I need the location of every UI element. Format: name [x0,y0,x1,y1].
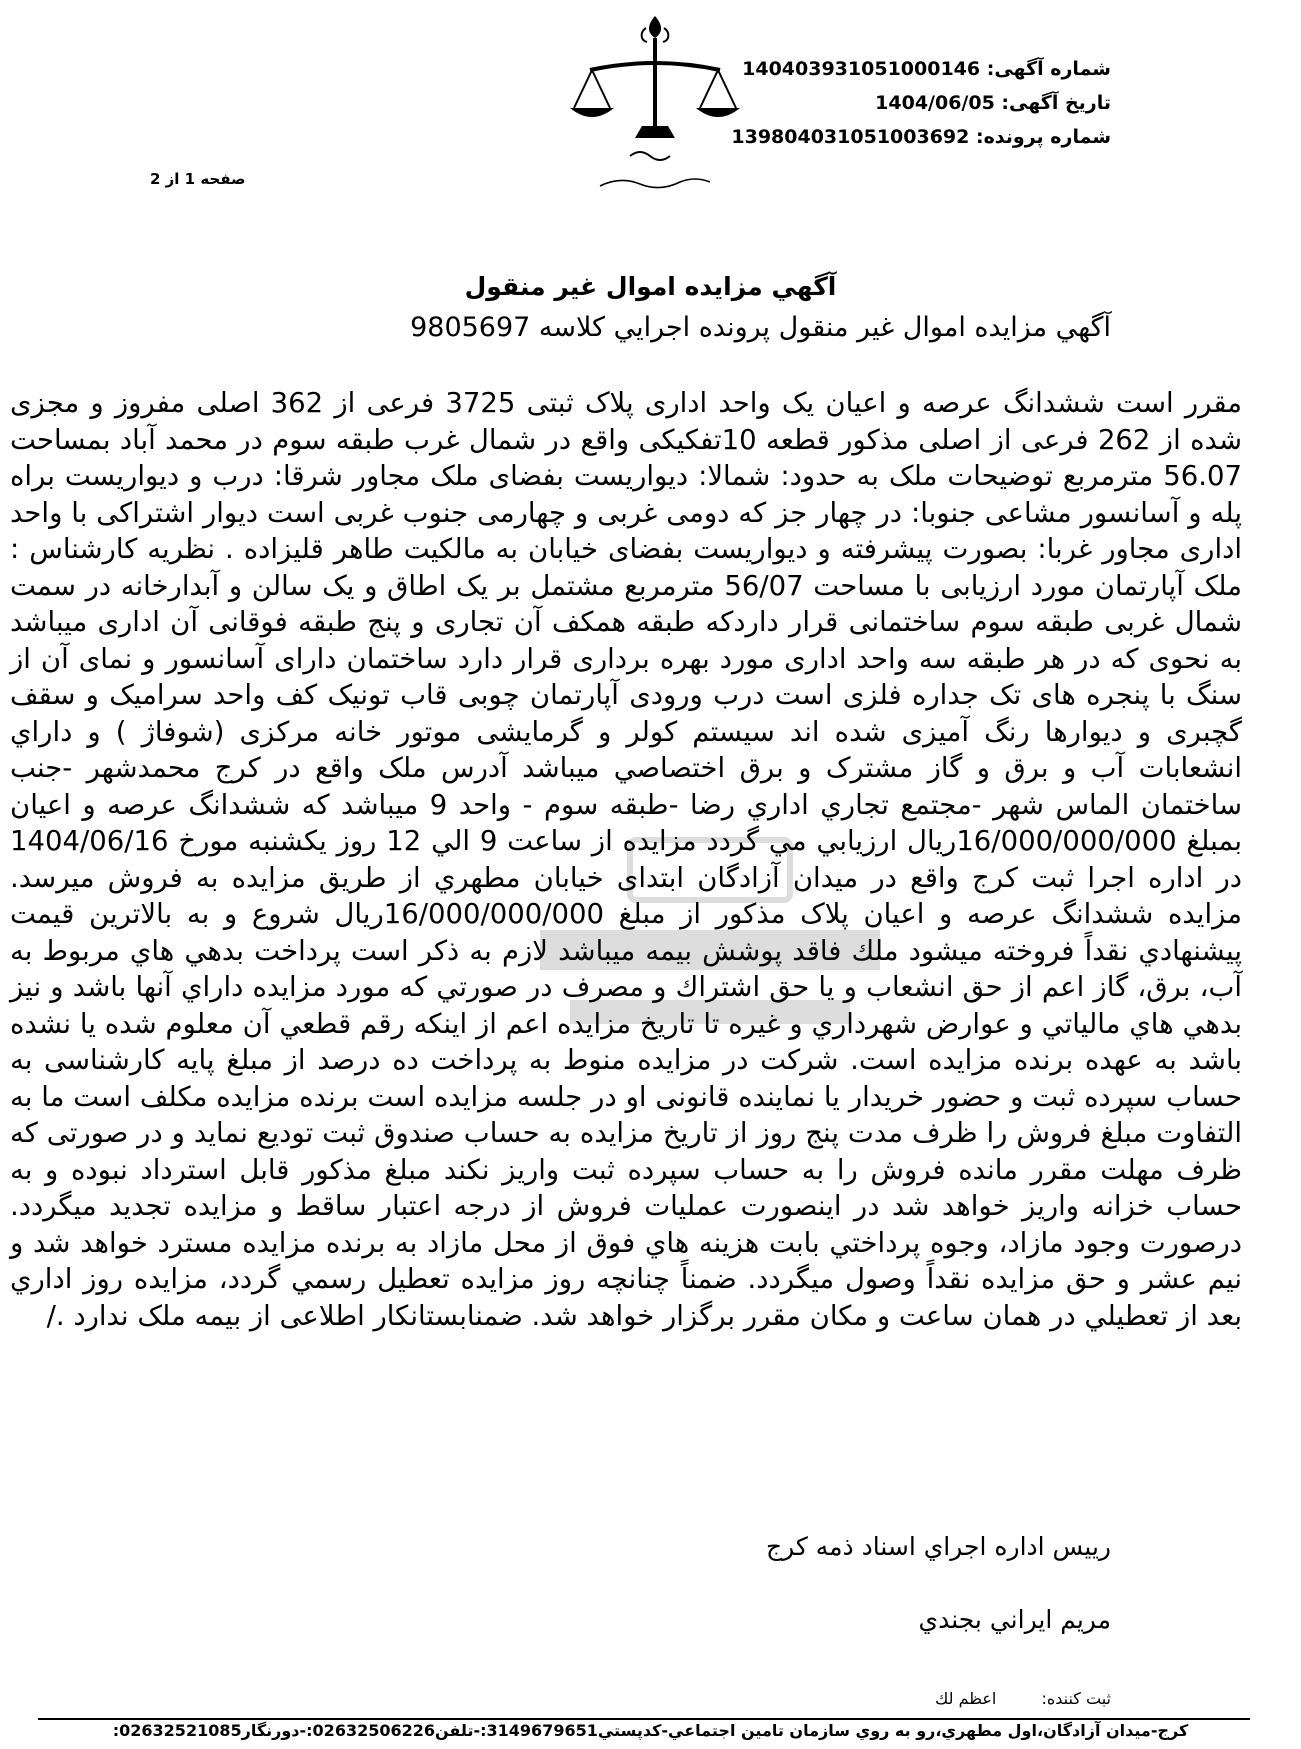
ad-number: 140403931051000146 [742,58,981,80]
case-number-row [691,120,1111,154]
registrar [935,1689,1111,1708]
notice-body: مقرر است ششدانگ عرصه و اعیان یک واحد اداری پلاک ثبتی 3725 فرعی از 362 اصلی مفروز و مجزی شده از 262 فرعی از اصلی مذکور قطعه 10تفکیکی واقع در شمال غرب طبقه سوم در محمد آباد بمساحت 56.07 مترمربع توضیحات ملک به حدود: شمالا: دیواریست بفضای ملک مجاور شرقا: درب و دیواریست براه پله و آسانسور مشاعی جنوبا: در چهار جز که دومی غربی و چهارمی جنوب غربی است دیوار اشتراکی با واحد اداری مجاور غربا: بصورت پیشرفته و دیواریست بفضای خیابان به مالکیت طاهر قلیزاده . نظریه کارشناس : ملک آپارتمان مورد ارزیابی با مساحت 56/07 مترمربع مشتمل بر یک اطاق و یک سالن و آبدارخانه در سمت شمال غربی طبقه سوم ساختمانی قرار داردکه طبقه همکف آن تجاری و پنج طبقه فوقانی آن اداری میباشد به نحوی که در هر طبقه سه واحد اداری مورد بهره برداری قرار دارد ساختمان دارای آسانسور و نمای آن از سنگ با پنجره های تک جداره فلزی است درب ورودی آپارتمان چوبی قاب تونیک کف واحد سرامیک و سقف گچبری و دیوارها رنگ آمیزی شده اند سیستم کولر و گرمایشی موتور خانه مرکزی (شوفاژ ) و داراي انشعابات آب و برق و گاز مشترک و برق اختصاصي میباشد آدرس ملک واقع در کرج محمدشهر -جنب ساختمان الماس شهر -مجتمع تجاري اداري رضا -طبقه سوم - واحد 9 میباشد که ششدانگ عرصه و اعيان بمبلغ 16/000/000/000ريال ارزيابي مي گردد مزايده از ساعت 9 الي 12 روز یکشنبه مورخ 1404/06/16 در اداره اجرا ثبت کرج واقع در میدان آزادگان ابتدای خیابان مطهري از طريق مزايده به فروش ميرسد. مزايده ششدانگ عرصه و اعيان پلاک مذکور از مبلغ 16/000/000/000ريال شروع و به بالاترين قيمت پيشنهادي نقداً فروخته ميشود ملك فاقد پوشش بيمه ميباشد لازم به ذکر است پرداخت بدهي هاي مربوط به آب، برق، گاز اعم از حق انشعاب و يا حق اشتراك و مصرف در صورتي كه مورد مزايده داراي آنها باشد و نيز بدهي هاي مالياتي و عوارض شهرداري و غيره تا تاريخ مزايده اعم از اينكه رقم قطعي آن معلوم شده يا نشده باشد به عهده برنده مزايده است. شرکت در مزایده منوط به پرداخت ده درصد از مبلغ پایه کارشناسی به حساب سپرده ثبت و حضور خریدار یا نماینده قانونی او در جلسه مزایده است برنده مزایده مکلف است ما به التفاوت مبلغ فروش را ظرف مدت پنج روز از تاریخ مزایده به حساب صندوق ثبت تودیع نماید و در صورتی که ظرف مهلت مقرر مانده فروش را به حساب سپرده ثبت واریز نکند مبلغ مذکور قابل استرداد نبوده و به حساب خزانه واریز خواهد شد در اینصورت عملیات فروش از درجه اعتبار ساقط و مزایده تجدید میگردد. درصورت وجود مازاد، وجوه پرداختي بابت هزينه هاي فوق از محل مازاد به برنده مزايده مسترد خواهد شد و نيم عشر و حق مزايده نقداً وصول ميگردد. ضمناً چنانچه روز مزايده تعطيل رسمي گردد، مزايده روز اداري بعد از تعطيلي در همان ساعت و مكان مقرر برگزار خواهد شد. ضمنابستانکار اطلاعی از بیمه ملک ندارد ./ [10,387,1243,1332]
case-number-label: شماره پرونده: [975,126,1111,148]
ad-header [691,52,1111,154]
ad-date: 1404/06/05 [875,92,995,114]
footer-address: كرج-ميدان آزادگان،اول مطهري،رو به روي سازمان تامين اجتماعي-كدپستي3149679651:-تلفن02632506226:-دورنگار02632521085: [112,1721,1189,1740]
case-number: 139804031051003692 [731,126,970,148]
ad-date-row [691,86,1111,120]
signature-title: رييس اداره اجراي اسناد ذمه كرج [765,1532,1111,1561]
page-title: آگهي مزايده اموال غير منقول [464,272,837,301]
judiciary-scales-icon [560,8,750,218]
judiciary-emblem [560,8,750,218]
page-indicator: صفحه 1 از 2 [150,170,246,188]
ad-date-label: تاریخ آگهی: [1001,92,1111,114]
ad-number-label: شماره آگهی: [986,58,1111,80]
signature-name: مريم ايراني بجندي [918,1605,1111,1634]
registrar-label: ثبت كننده: [1041,1689,1111,1708]
footer-divider [38,1718,1250,1720]
ad-number-row [691,52,1111,86]
registrar-value: اعظم لك [935,1689,997,1708]
page-subtitle: آگهي مزايده اموال غير منقول پرونده اجرايي كلاسه 9805697 [410,312,1111,343]
